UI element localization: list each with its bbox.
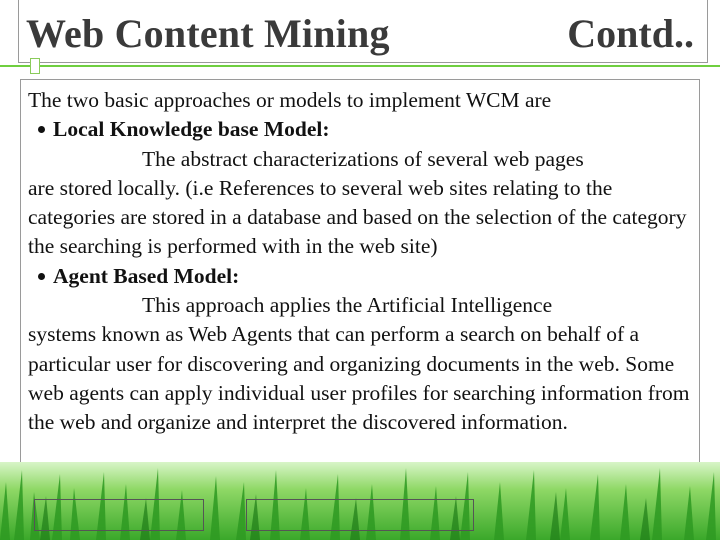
bullet-item-agent-based [28,262,700,291]
item-description: are stored locally. (i.e References to several web sites relating to the categories are stored in a database and based on the selection of the category the searching is performed with in the web site) [28,175,687,259]
item-description: systems known as Web Agents that can perform a search on behalf of a particular user for discovering and organizing documents in the web. Some web agents can apply individual user profiles for searching information from the web and organize and interpret the discovered information. [28,322,690,435]
bullet-dot-icon [38,273,45,280]
intro-text: The two basic approaches or models to implement WCM are [28,88,552,112]
slide-title-contd: Contd.. [567,11,694,56]
accent-divider [0,65,720,67]
accent-marker [30,58,40,74]
slide-title: Web Content Mining [26,11,390,56]
footer-box-left [34,499,204,531]
bullet-dot-icon [38,126,45,133]
bullet-heading: Agent Based Model: [53,263,240,288]
item-description-first-line: This approach applies the Artificial Intelligence [142,293,553,318]
bullet-item-local-knowledge [28,115,700,144]
footer-box-center [246,499,474,531]
bullet-heading: Local Knowledge base Model: [53,117,330,142]
content-body [28,86,700,438]
item-description-first-line: The abstract characterizations of several web pages [142,146,584,171]
